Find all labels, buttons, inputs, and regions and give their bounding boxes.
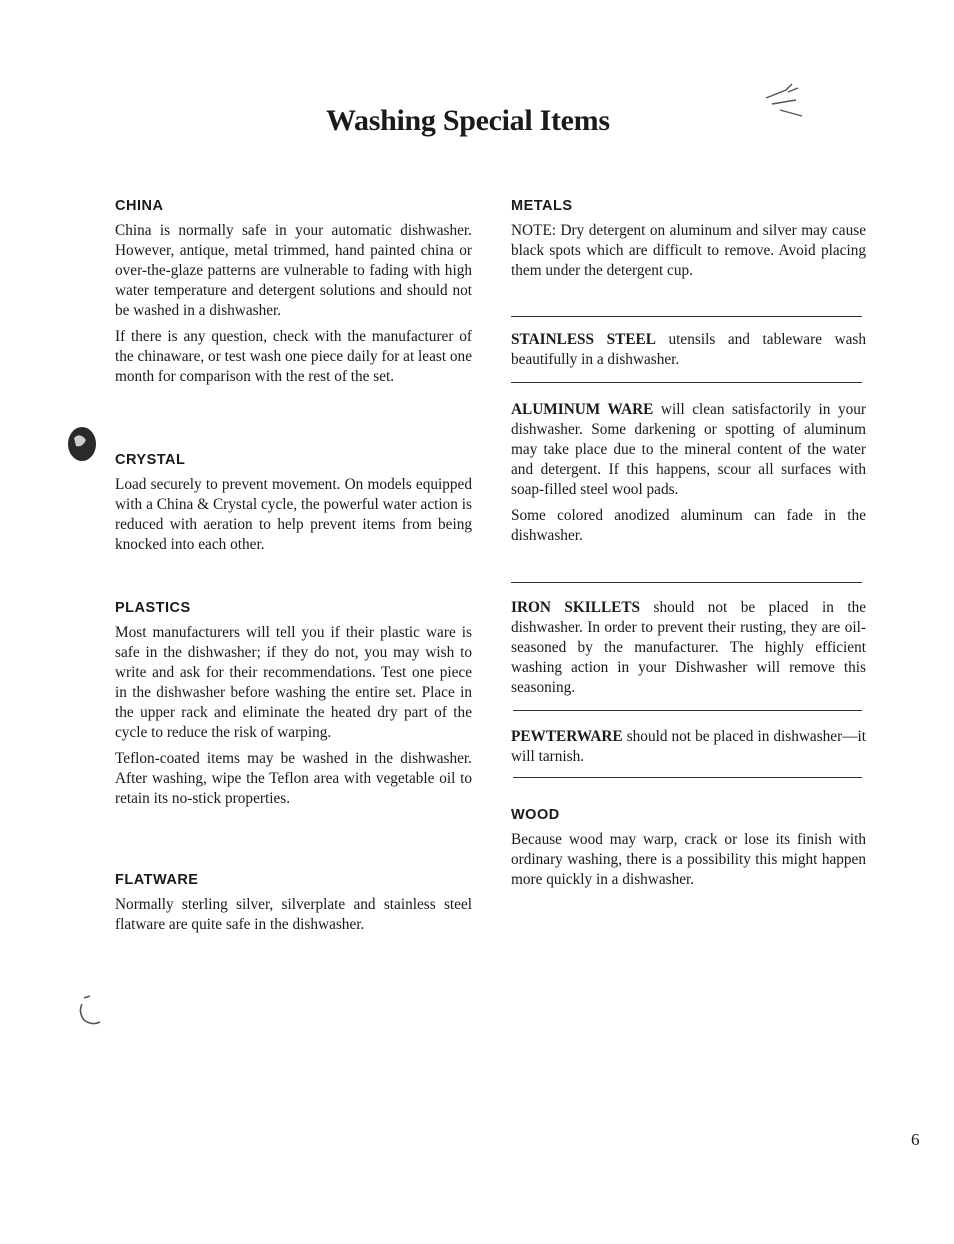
crystal-heading: CRYSTAL bbox=[115, 452, 186, 468]
china-paragraph-1: China is normally safe in your automatic dishwasher. However, antique, metal trimmed, hand painted china or over-the-glaze patterns are vulnerable to fading with high water temperature and detergent solutions and should not be washed in a dishwasher. bbox=[115, 222, 472, 319]
divider-1 bbox=[511, 316, 862, 317]
china-paragraph-2: If there is any question, check with the manufacturer of the chinaware, or test wash one piece daily for at least one month for comparison with the rest of the set. bbox=[115, 328, 472, 385]
stainless-lead: STAINLESS STEEL bbox=[511, 331, 656, 348]
stainless-paragraph bbox=[511, 330, 866, 370]
divider-3 bbox=[511, 582, 862, 583]
metals-paragraph: NOTE: Dry detergent on aluminum and silver may cause black spots which are difficult to remove. Avoid placing them under the detergent cup. bbox=[511, 222, 866, 279]
aluminum-lead: ALUMINUM WARE bbox=[511, 401, 654, 418]
scan-smudge-bottom bbox=[72, 990, 108, 1030]
metals-section bbox=[511, 196, 866, 281]
pewterware-paragraph bbox=[511, 727, 866, 767]
plastics-paragraph-1: Most manufacturers will tell you if their plastic ware is safe in the dishwasher; if they do not, you may wish to write and ask for their recommendations. Test one piece in the dishwasher before washing the entire set. Place in the upper rack and eliminate the heated dry part of the cycle to reduce the risk of warping. bbox=[115, 624, 472, 741]
plastics-section bbox=[115, 598, 472, 809]
iron-skillets-paragraph bbox=[511, 598, 866, 698]
stainless-text: utensils and tableware wash beautifully in a dishwasher. bbox=[511, 331, 867, 368]
divider-4 bbox=[513, 710, 862, 711]
iron-skillets-lead: IRON SKILLETS bbox=[511, 599, 641, 616]
aluminum-paragraph-2: Some colored anodized aluminum can fade in the dishwasher. bbox=[511, 507, 866, 544]
stainless-section bbox=[511, 330, 866, 370]
china-section bbox=[115, 196, 472, 387]
scan-smudge-top bbox=[752, 72, 812, 122]
page-title: Washing Special Items bbox=[326, 104, 610, 137]
pewterware-section bbox=[511, 727, 866, 767]
crystal-section bbox=[115, 450, 472, 555]
metals-heading: METALS bbox=[511, 198, 573, 214]
plastics-paragraph-2: Teflon-coated items may be washed in the dishwasher. After washing, wipe the Teflon area with vegetable oil to retain its no-stick properties. bbox=[115, 750, 472, 807]
aluminum-section bbox=[511, 400, 866, 546]
flatware-paragraph: Normally sterling silver, silverplate and stainless steel flatware are quite safe in the dishwasher. bbox=[115, 896, 472, 933]
aluminum-text: will clean satisfactorily in your dishwasher. Some darkening or spotting of aluminum may take place due to the mineral content of the water and detergent. If this happens, scour all surfaces with soap-filled steel wool pads. bbox=[511, 401, 866, 498]
wood-section bbox=[511, 805, 866, 890]
pewterware-text: should not be placed in dishwasher—it will tarnish. bbox=[511, 728, 866, 765]
iron-skillets-text: should not be placed in the dishwasher. In order to prevent their rusting, they are oil-seasoned by the manufacturer. The highly efficient washing action in your Dishwasher will remove this seasoning. bbox=[511, 599, 867, 696]
wood-heading: WOOD bbox=[511, 807, 560, 823]
pewterware-lead: PEWTERWARE bbox=[511, 728, 623, 745]
divider-5 bbox=[513, 777, 862, 778]
wood-paragraph: Because wood may warp, crack or lose its finish with ordinary washing, there is a possibility this might happen more quickly in a dishwasher. bbox=[511, 831, 866, 888]
flatware-section bbox=[115, 870, 472, 935]
china-heading: CHINA bbox=[115, 198, 164, 214]
iron-skillets-section bbox=[511, 598, 866, 698]
aluminum-paragraph-1 bbox=[511, 400, 866, 500]
crystal-paragraph: Load securely to prevent movement. On models equipped with a China & Crystal cycle, the powerful water action is reduced with aeration to help prevent items from being knocked into each other. bbox=[115, 476, 472, 553]
flatware-heading: FLATWARE bbox=[115, 872, 199, 888]
plastics-heading: PLASTICS bbox=[115, 600, 191, 616]
punch-hole-mark bbox=[62, 422, 102, 466]
divider-2 bbox=[511, 382, 862, 383]
page-number: 6 bbox=[911, 1130, 920, 1149]
